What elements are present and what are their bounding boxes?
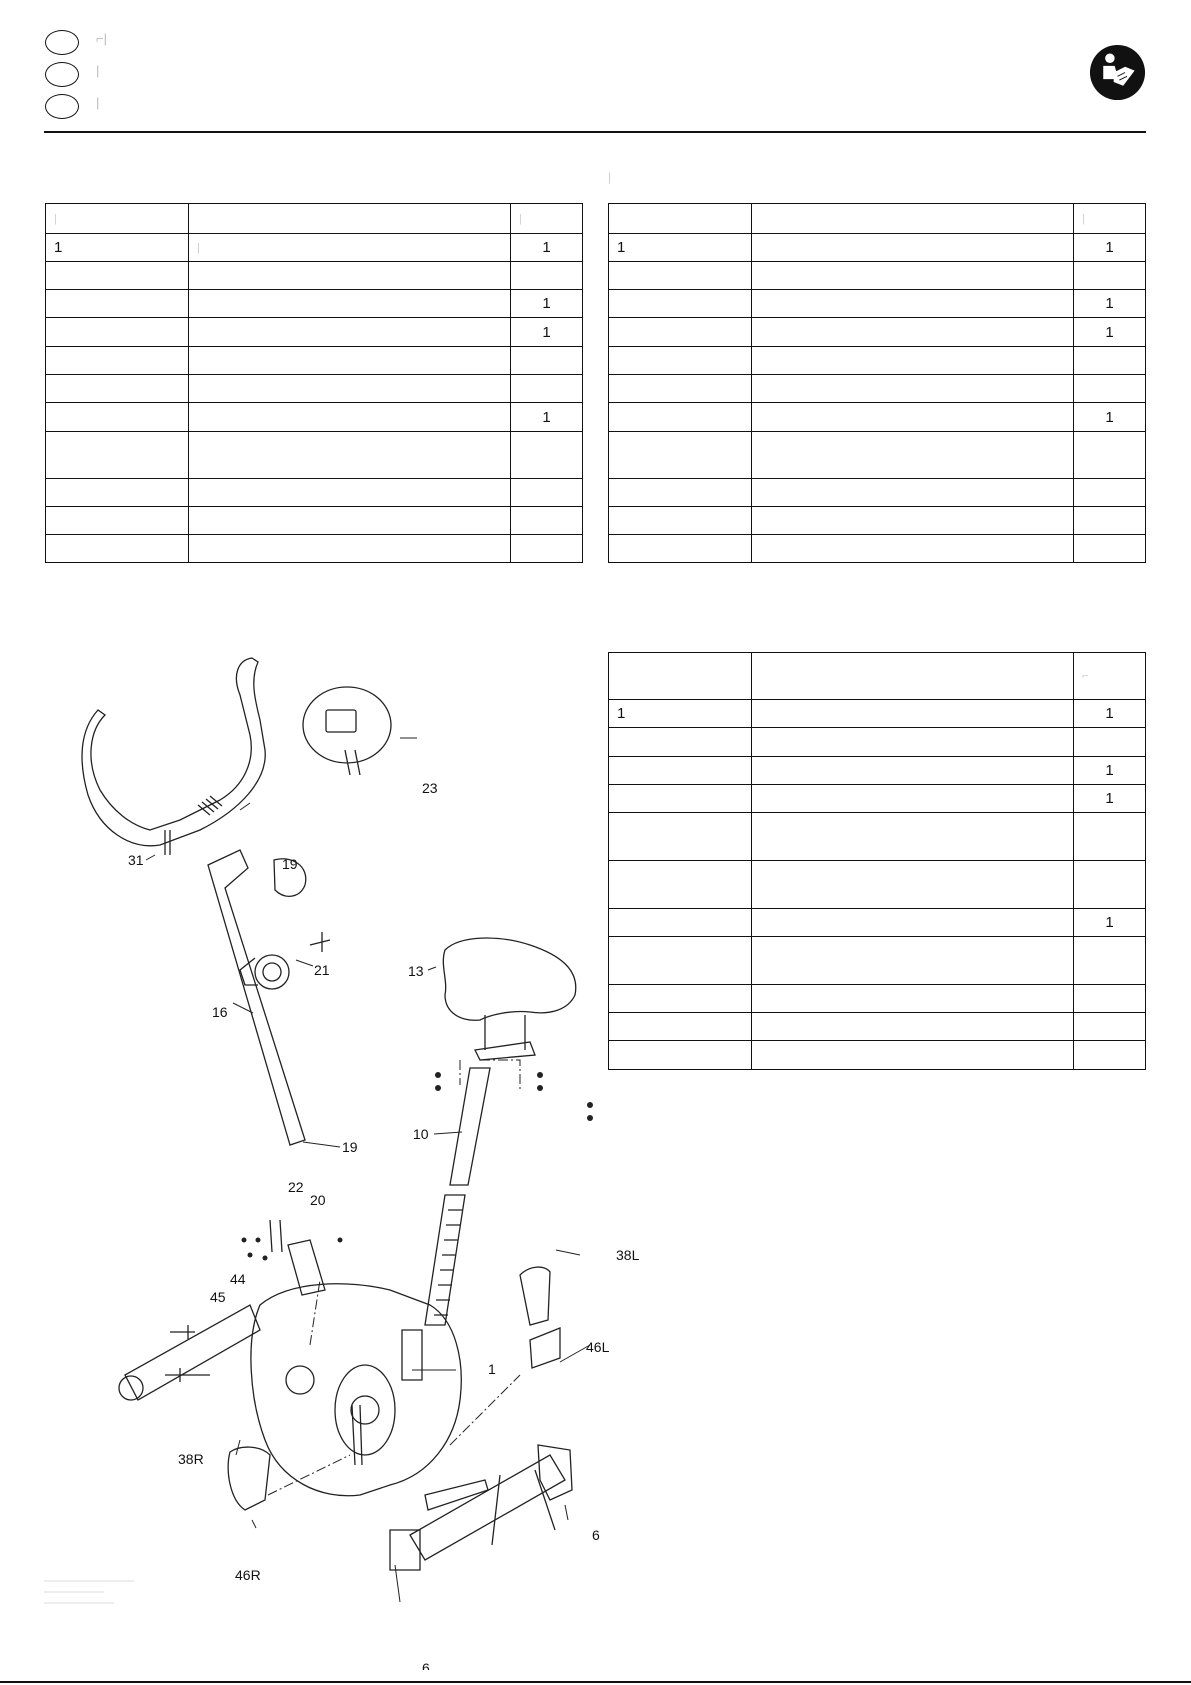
table-row	[46, 535, 583, 563]
callout-1: 1	[488, 1361, 496, 1377]
callout-45: 45	[210, 1289, 226, 1305]
table-row	[609, 1013, 1146, 1041]
table-row: 1	[609, 318, 1146, 347]
table-row	[609, 262, 1146, 290]
table-row	[609, 347, 1146, 375]
language-label-1: ⌐|	[96, 31, 107, 46]
column-header-quantity: ⌐	[1074, 653, 1146, 700]
exploded-bike-diagram	[60, 640, 660, 1670]
frame-drawing	[251, 1284, 461, 1496]
table-row	[609, 728, 1146, 757]
table-row	[46, 432, 583, 479]
language-badge-3	[45, 94, 79, 119]
right-section-title: |	[608, 170, 612, 184]
table-row	[609, 985, 1146, 1013]
table-row	[46, 347, 583, 375]
column-header-quantity: |	[1074, 204, 1146, 234]
parts-table-3	[608, 652, 1146, 1070]
language-label-2: |	[96, 63, 100, 78]
table-row: 1	[609, 785, 1146, 813]
read-manual-icon	[1089, 44, 1146, 101]
saddle-drawing	[443, 938, 575, 1020]
column-header-description	[189, 204, 511, 234]
footer-rule	[0, 1681, 1191, 1683]
table-row	[609, 479, 1146, 507]
table-row: 1	[46, 290, 583, 318]
front-stabilizer-drawing	[125, 1305, 260, 1400]
table-row: 1	[609, 757, 1146, 785]
callout-38R: 38R	[178, 1451, 204, 1467]
header-rule	[44, 131, 1146, 133]
table-row	[609, 507, 1146, 535]
language-badge-2	[45, 62, 79, 87]
exploded-diagram-svg	[60, 640, 660, 1670]
callout-21: 21	[314, 962, 330, 978]
callout-19-top: 19	[282, 856, 298, 872]
table-row	[609, 813, 1146, 861]
callout-20: 20	[310, 1192, 326, 1208]
rear-stabilizer-drawing	[410, 1455, 565, 1560]
table-row: 1 1	[609, 234, 1146, 262]
right-pedal-drawing	[228, 1447, 270, 1510]
table-row: 1	[46, 318, 583, 347]
table-row	[609, 861, 1146, 909]
callout-31: 31	[128, 852, 144, 868]
callout-13: 13	[408, 963, 424, 979]
callout-46L: 46L	[586, 1339, 610, 1355]
faint-fine-print	[44, 1580, 134, 1613]
table-row: 1 1	[609, 700, 1146, 728]
callout-23: 23	[422, 780, 438, 796]
callout-38L: 38L	[616, 1247, 640, 1263]
table-row	[609, 937, 1146, 985]
callout-6-bottom: 6	[422, 1660, 430, 1670]
table-row	[609, 375, 1146, 403]
table-row: 1	[609, 403, 1146, 432]
console-drawing	[303, 687, 391, 763]
table-row	[46, 507, 583, 535]
table-row	[609, 535, 1146, 563]
column-header-description	[752, 653, 1074, 700]
column-header-quantity: |	[511, 204, 583, 234]
table-row: 1	[46, 403, 583, 432]
table-row: 1 | 1	[46, 234, 583, 262]
column-header-description	[752, 204, 1074, 234]
callout-44: 44	[230, 1271, 246, 1287]
table-row	[46, 479, 583, 507]
table-row: 1	[609, 290, 1146, 318]
table-row	[46, 262, 583, 290]
table-row	[609, 432, 1146, 479]
table-row	[46, 375, 583, 403]
callout-6-right: 6	[592, 1527, 600, 1543]
callout-16: 16	[212, 1004, 228, 1020]
callout-22: 22	[288, 1179, 304, 1195]
callout-10: 10	[413, 1126, 429, 1142]
callout-46R: 46R	[235, 1567, 261, 1583]
column-header-part	[609, 204, 752, 234]
language-label-3: |	[96, 95, 100, 110]
seat-post-drawing	[450, 1068, 490, 1185]
parts-table-1	[45, 203, 583, 563]
handlebar-post-drawing	[208, 850, 305, 1145]
callout-19-bottom: 19	[342, 1139, 358, 1155]
table-row	[609, 1041, 1146, 1070]
left-pedal-drawing	[520, 1267, 550, 1325]
column-header-part: |	[46, 204, 189, 234]
language-badge-1	[45, 30, 79, 55]
parts-table-2	[608, 203, 1146, 563]
table-row: 1	[609, 909, 1146, 937]
handlebar-drawing	[82, 658, 265, 846]
